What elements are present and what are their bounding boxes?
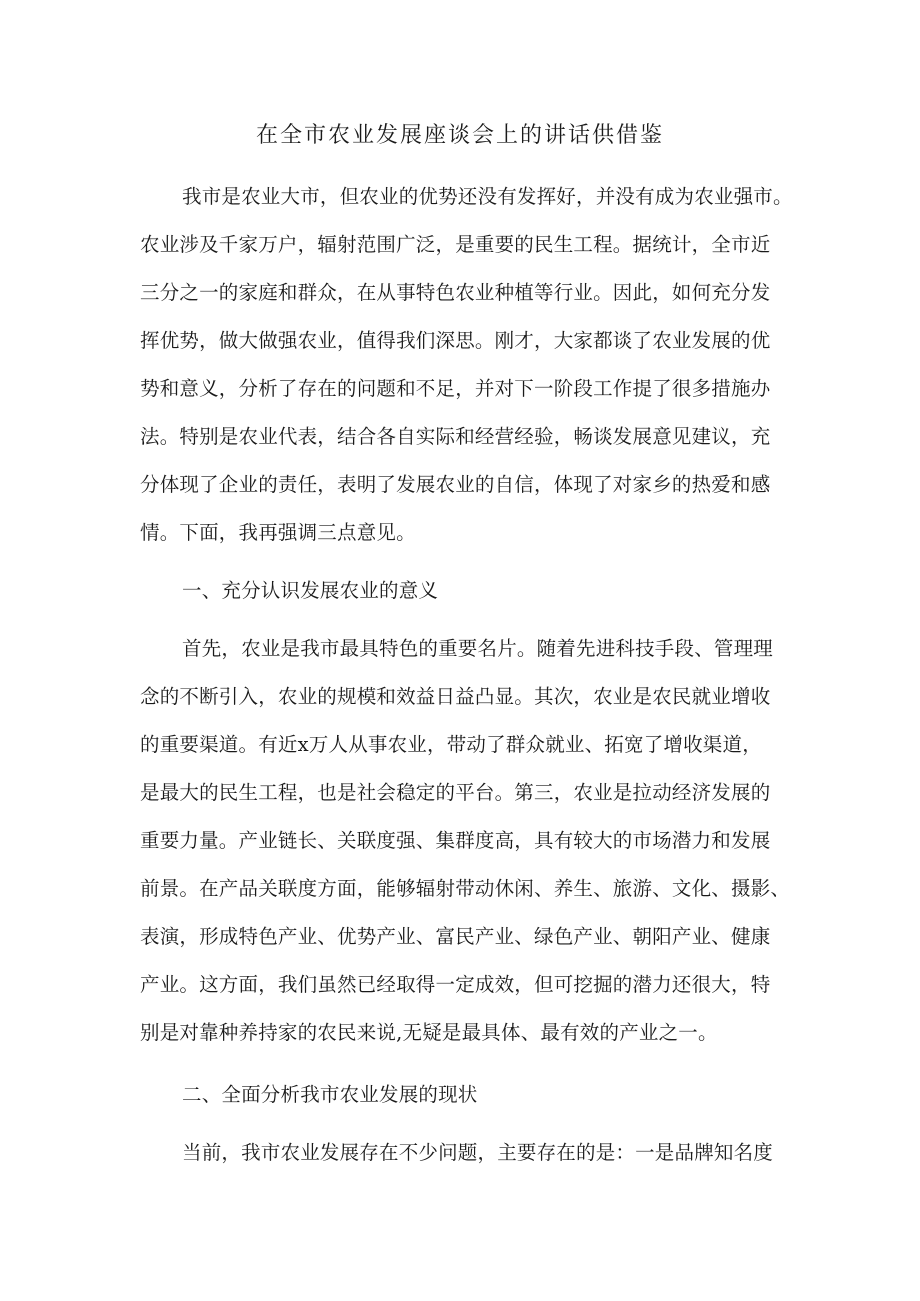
paragraph-line: 情。下面，我再强调三点意见。 [140,521,416,544]
paragraph-line: 首先，农业是我市最具特色的重要名片。随着先进科技手段、管理理 [182,637,774,660]
paragraph-line: 三分之一的家庭和群众，在从事特色农业种植等行业。因此，如何充分发 [140,281,771,304]
paragraph-line: 势和意义，分析了存在的问题和不足，并对下一阶段工作提了很多措施办 [140,377,771,400]
paragraph-line: 产业。这方面，我们虽然已经取得一定成效，但可挖掘的潜力还很大，特 [140,973,771,996]
section-heading: 二、全面分析我市农业发展的现状 [182,1083,478,1106]
paragraph-line: 念的不断引入，农业的规模和效益日益凸显。其次，农业是农民就业增收 [140,685,771,708]
paragraph-line: 分体现了企业的责任，表明了发展农业的自信，体现了对家乡的热爱和感 [140,473,771,496]
paragraph-line: 我市是农业大市，但农业的优势还没有发挥好，并没有成为农业强市。 [182,185,793,208]
paragraph-line: 别是对靠种养持家的农民来说,无疑是最具体、最有效的产业之一。 [140,1021,718,1044]
paragraph-line: 当前，我市农业发展存在不少问题，主要存在的是：一是品牌知名度 [182,1141,774,1164]
paragraph-line: 的重要渠道。有近x万人从事农业，带动了群众就业、拓宽了增收渠道， [140,733,762,756]
paragraph-line: 是最大的民生工程，也是社会稳定的平台。第三，农业是拉动经济发展的 [140,781,771,804]
document-title: 在全市农业发展座谈会上的讲话供借鉴 [255,123,664,148]
paragraph-line: 挥优势，做大做强农业，值得我们深思。刚才，大家都谈了农业发展的优 [140,329,771,352]
paragraph-line: 重要力量。产业链长、关联度强、集群度高，具有较大的市场潜力和发展 [140,829,771,852]
paragraph-line: 前景。在产品关联度方面，能够辐射带动休闲、养生、旅游、文化、摄影、 [140,877,791,900]
section-heading: 一、充分认识发展农业的意义 [182,579,439,602]
paragraph-line: 表演，形成特色产业、优势产业、富民产业、绿色产业、朝阳产业、健康 [140,925,771,948]
paragraph-line: 法。特别是农业代表，结合各自实际和经营经验，畅谈发展意见建议，充 [140,425,771,448]
paragraph-line: 农业涉及千家万户，辐射范围广泛，是重要的民生工程。据统计，全市近 [140,233,771,256]
